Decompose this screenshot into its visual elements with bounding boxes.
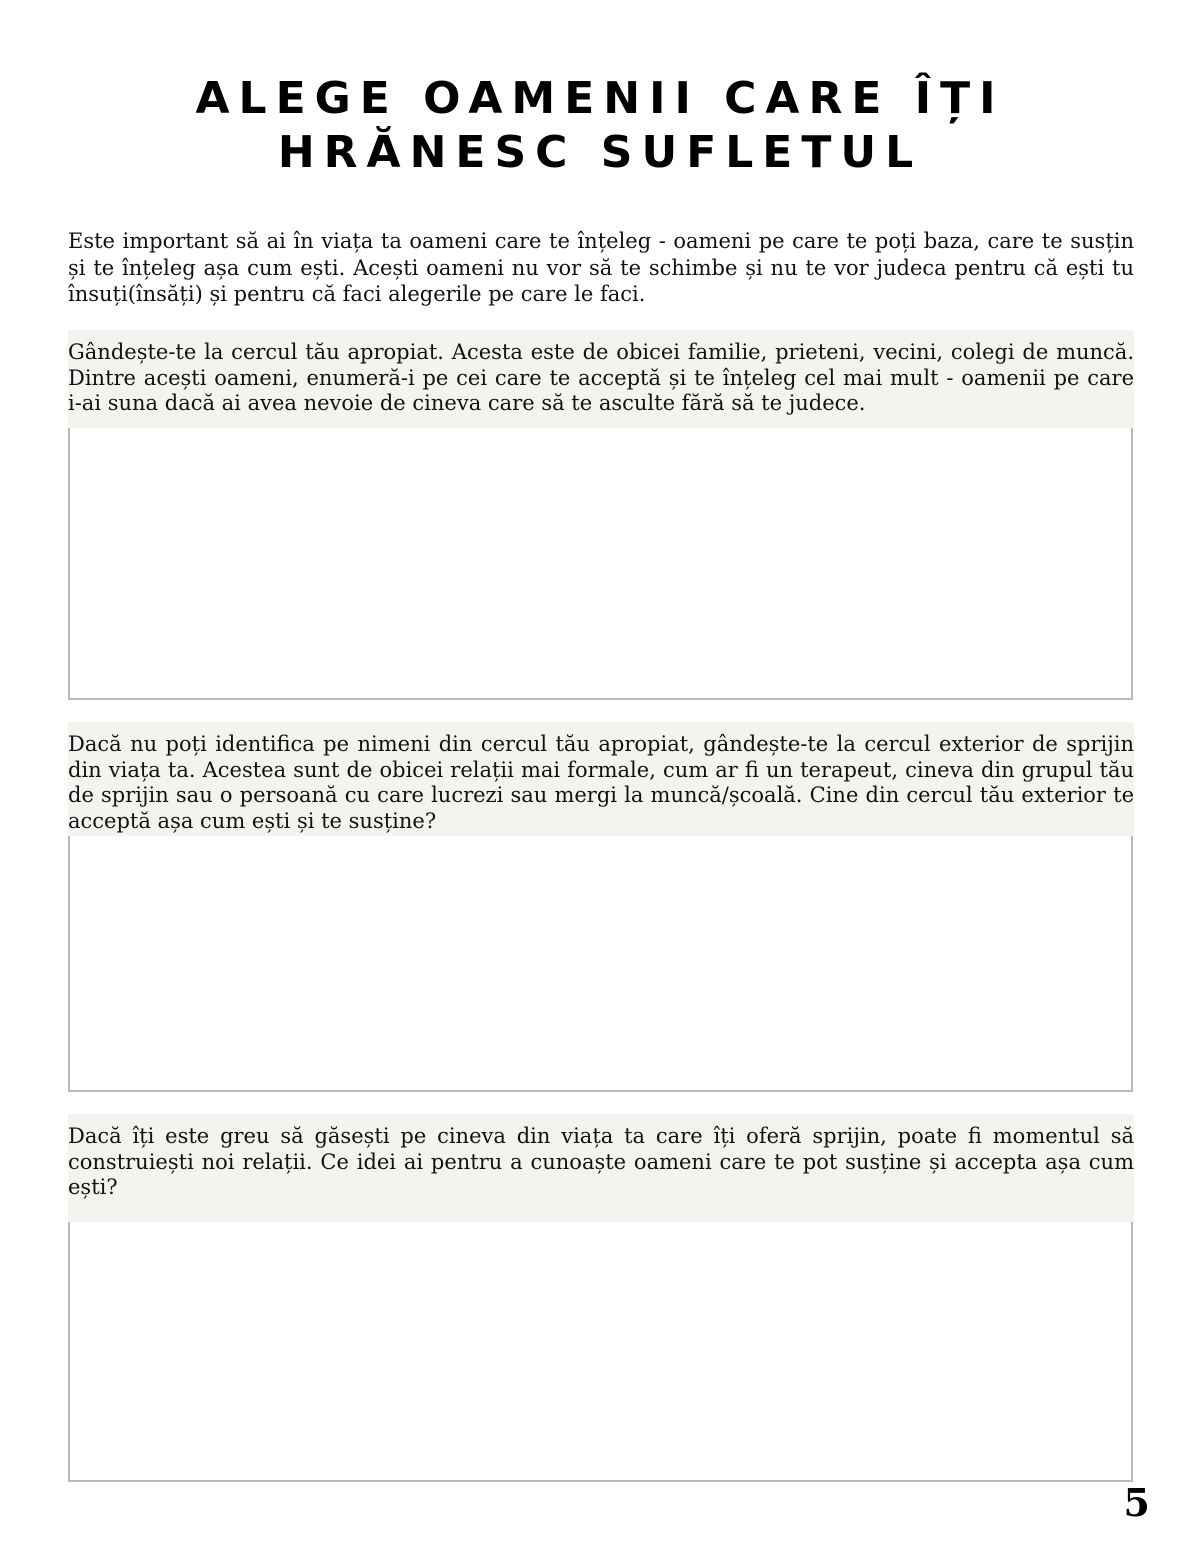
question-2-text: Dacă nu poți identifica pe nimeni din cercul tău apropiat, gândește-te la cercul exterior de sprijin din viața ta. Acestea sunt de obicei relații mai formale, cum ar fi un terapeut, cineva din grupul tău de sprijin sau o persoană cu care lucrezi sau mergi la muncă/școală. Cine din cercul tău exterior te acceptă așa cum ești și te susține? (68, 732, 1134, 833)
question-3-prompt (68, 1114, 1134, 1222)
page-number: 5 (1123, 1480, 1150, 1525)
page-title: ALEGE OAMENII CARE ÎȚI HRĂNESC SUFLETUL (195, 73, 1005, 178)
answer-box-1[interactable] (68, 428, 1133, 700)
question-1-text: Gândește-te la cercul tău apropiat. Acesta este de obicei familie, prieteni, vecini, colegi de muncă. Dintre acești oameni, enumeră-i pe cei care te acceptă și te înțeleg cel mai mult - oamenii pe care i-ai suna dacă ai avea nevoie de cineva care să te asculte fără să te judece. (68, 340, 1134, 415)
answer-box-2[interactable] (68, 836, 1133, 1092)
answer-box-3[interactable] (68, 1222, 1133, 1482)
intro-paragraph: Este important să ai în viața ta oameni care te înțeleg - oameni pe care te poți baza, care te susțin și te înțeleg așa cum ești. Acești oameni nu vor să te schimbe și nu te vor judeca pentru că ești tu însuți(însăți) și pentru că faci alegerile pe care le faci. (68, 229, 1134, 306)
question-1-prompt (68, 330, 1134, 428)
question-2-prompt (68, 722, 1134, 836)
question-3-text: Dacă îți este greu să găsești pe cineva din viața ta care îți oferă sprijin, poate fi momentul să construiești noi relații. Ce idei ai pentru a cunoaște oameni care te pot susține și accepta așa cum ești? (68, 1124, 1134, 1199)
